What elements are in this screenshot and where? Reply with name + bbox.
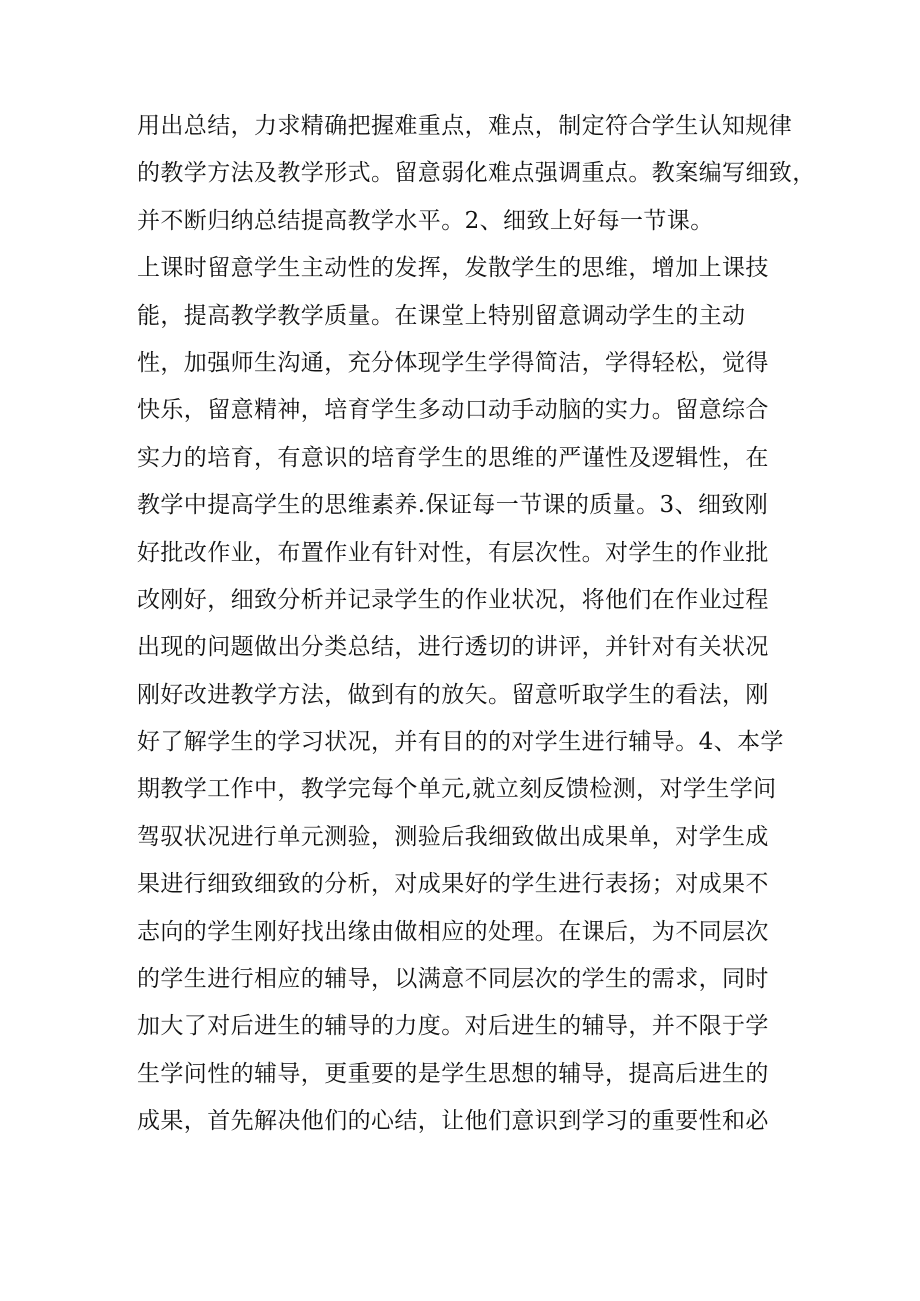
text-line-7: 快乐，留意精神，培育学生多动口动手动脑的实力。留意综合: [137, 397, 769, 424]
text-line-14: 好了解学生的学习状况，并有目的的对学生进行辅导。4、本学: [137, 729, 784, 756]
text-line-11: 改刚好，细致分析并记录学生的作业状况，将他们在作业过程: [137, 586, 769, 613]
text-line-20: 加大了对后进生的辅导的力度。对后进生的辅导，并不限于学: [137, 1013, 769, 1040]
text-line-16: 驾驭状况进行单元测验，测验后我细致做出成果单，对学生成: [137, 823, 769, 850]
text-line-8: 实力的培育，有意识的培育学生的思维的严谨性及逻辑性，在: [137, 444, 769, 471]
text-line-19: 的学生进行相应的辅导，以满意不同层次的学生的需求，同时: [137, 966, 769, 993]
text-line-5: 能，提高教学教学质量。在课堂上特别留意调动学生的主动: [137, 302, 746, 329]
text-line-9: 教学中提高学生的思维素养.保证每一节课的质量。3、细致刚: [137, 492, 769, 519]
text-line-21: 生学问性的辅导，更重要的是学生思想的辅导，提高后进生的: [137, 1060, 769, 1087]
text-line-3: 并不断归纳总结提高教学水平。2、细致上好每一节课。: [137, 207, 714, 234]
text-line-2: 的教学方法及教学形式。留意弱化难点强调重点。教案编写细致，: [137, 160, 816, 187]
text-line-22: 成果，首先解决他们的心结，让他们意识到学习的重要性和必: [137, 1108, 769, 1135]
text-line-13: 刚好改进教学方法，做到有的放矢。留意听取学生的看法，刚: [137, 681, 769, 708]
text-line-4: 上课时留意学生主动性的发挥，发散学生的思维，增加上课技: [137, 255, 769, 282]
text-line-1: 用出总结，力求精确把握难重点，难点，制定符合学生认知规律: [137, 113, 793, 139]
text-line-10: 好批改作业，布置作业有针对性，有层次性。对学生的作业批: [137, 539, 769, 566]
text-line-15: 期教学工作中，教学完每个单元,就立刻反馈检测，对学生学问: [137, 776, 777, 803]
text-line-6: 性，加强师生沟通，充分体现学生学得简洁，学得轻松，觉得: [137, 349, 769, 376]
text-line-17: 果进行细致细致的分析，对成果好的学生进行表扬；对成果不: [137, 871, 769, 898]
text-line-18: 志向的学生刚好找出缘由做相应的处理。在课后，为不同层次: [137, 918, 769, 945]
body-text: [137, 103, 816, 1146]
text-line-12: 出现的问题做出分类总结，进行透切的讲评，并针对有关状况: [137, 634, 769, 661]
